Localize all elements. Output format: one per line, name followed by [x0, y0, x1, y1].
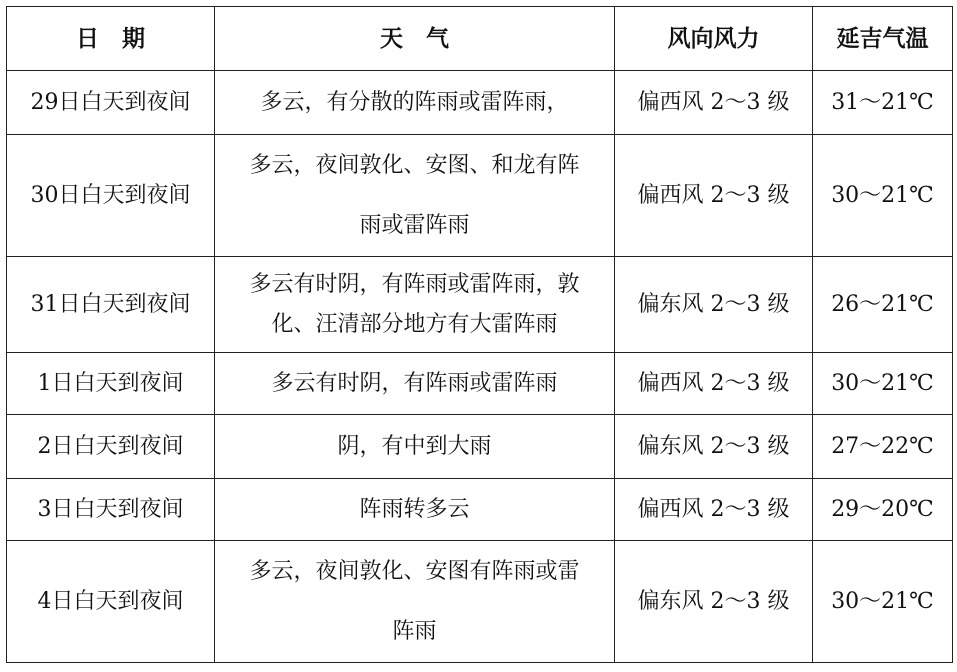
temperature-cell: 30～21℃	[813, 353, 953, 415]
temperature-cell: 26～21℃	[813, 257, 953, 353]
weather-line: 多云，有分散的阵雨或雷阵雨，	[260, 89, 569, 115]
date-cell: 1日白天到夜间	[7, 353, 215, 415]
weather-cell	[215, 135, 615, 257]
header-date: 日 期	[7, 7, 215, 71]
table-row	[7, 353, 953, 415]
table-row	[7, 415, 953, 479]
weather-line: 多云有时阴，有阵雨或雷阵雨	[271, 370, 558, 396]
weather-cell	[215, 71, 615, 135]
wind-cell: 偏西风 2～3 级	[615, 135, 813, 257]
temperature-cell: 30～21℃	[813, 541, 953, 663]
weather-forecast-table	[6, 6, 953, 663]
wind-cell: 偏东风 2～3 级	[615, 415, 813, 479]
weather-cell	[215, 353, 615, 415]
date-cell: 31日白天到夜间	[7, 257, 215, 353]
weather-cell	[215, 415, 615, 479]
header-wind: 风向风力	[615, 7, 813, 71]
date-cell: 30日白天到夜间	[7, 135, 215, 257]
weather-cell	[215, 541, 615, 663]
weather-line: 阵雨	[392, 618, 437, 644]
weather-line: 多云有时阴，有阵雨或雷阵雨，敦	[249, 271, 580, 297]
date-cell: 3日白天到夜间	[7, 479, 215, 541]
table-row	[7, 541, 953, 663]
wind-cell: 偏西风 2～3 级	[615, 71, 813, 135]
weather-line: 多云，夜间敦化、安图有阵雨或雷	[249, 558, 580, 584]
weather-cell	[215, 479, 615, 541]
date-cell: 4日白天到夜间	[7, 541, 215, 663]
weather-line: 化、汪清部分地方有大雷阵雨	[271, 311, 558, 337]
table-row	[7, 71, 953, 135]
temperature-cell: 29～20℃	[813, 479, 953, 541]
wind-cell: 偏西风 2～3 级	[615, 479, 813, 541]
weather-line: 阴，有中到大雨	[337, 433, 492, 459]
wind-cell: 偏东风 2～3 级	[615, 257, 813, 353]
temperature-cell: 27～22℃	[813, 415, 953, 479]
weather-line: 雨或雷阵雨	[359, 212, 470, 238]
temperature-cell: 31～21℃	[813, 71, 953, 135]
weather-cell	[215, 257, 615, 353]
table-row	[7, 135, 953, 257]
header-weather: 天 气	[215, 7, 615, 71]
temperature-cell: 30～21℃	[813, 135, 953, 257]
weather-line: 多云，夜间敦化、安图、和龙有阵	[249, 152, 580, 178]
weather-line: 阵雨转多云	[359, 496, 470, 522]
table-row	[7, 479, 953, 541]
wind-cell: 偏西风 2～3 级	[615, 353, 813, 415]
wind-cell: 偏东风 2～3 级	[615, 541, 813, 663]
header-row	[7, 7, 953, 71]
table-row	[7, 257, 953, 353]
date-cell: 2日白天到夜间	[7, 415, 215, 479]
date-cell: 29日白天到夜间	[7, 71, 215, 135]
header-temperature: 延吉气温	[813, 7, 953, 71]
